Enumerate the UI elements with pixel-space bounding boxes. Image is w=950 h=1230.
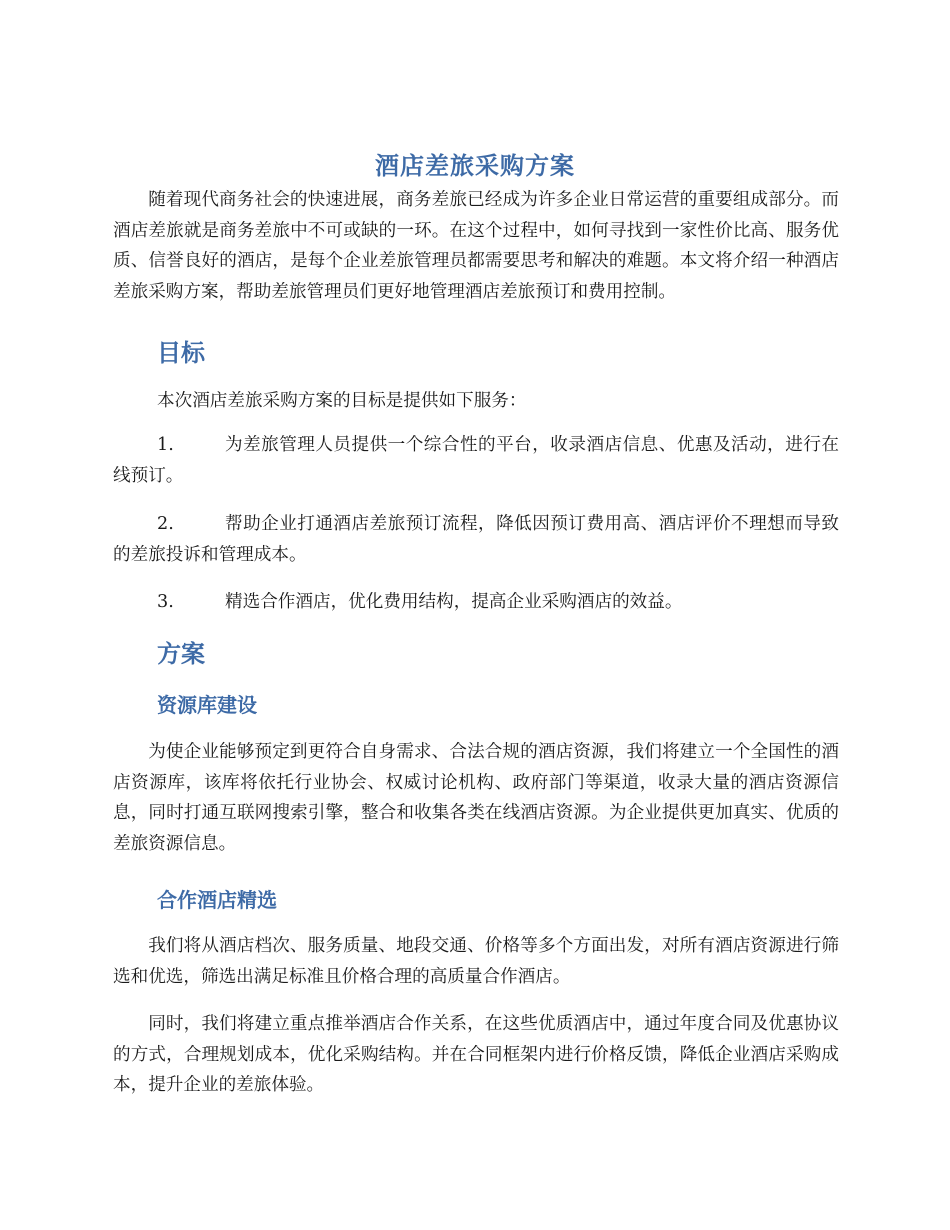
goal-item-number: 1. [157, 435, 174, 455]
heading-selection: 合作酒店精选 [157, 888, 277, 912]
document-title: 酒店差旅采购方案 [375, 152, 575, 180]
goal-item-2 [113, 509, 839, 570]
goal-item-text: 精选合作酒店，优化费用结构，提高企业采购酒店的效益。 [225, 592, 683, 612]
goal-item-3 [113, 587, 839, 618]
goal-item-number: 3. [157, 592, 174, 612]
heading-resource: 资源库建设 [157, 693, 257, 717]
goal-item-1 [113, 430, 839, 491]
goal-item-number: 2. [157, 514, 174, 534]
resource-paragraph: 为使企业能够预定到更符合自身需求、合法合规的酒店资源，我们将建立一个全国性的酒店资源库，该库将依托行业协会、权威讨论机构、政府部门等渠道，收录大量的酒店资源信息，同时打通互联网搜索引擎，整合和收集各类在线酒店资源。为企业提供更加真实、优质的差旅资源信息。 [113, 742, 839, 854]
intro-paragraph: 随着现代商务社会的快速进展，商务差旅已经成为许多企业日常运营的重要组成部分。而酒店差旅就是商务差旅中不可或缺的一环。在这个过程中，如何寻找到一家性价比高、服务优质、信誉良好的酒店，是每个企业差旅管理员都需要思考和解决的难题。本文将介绍一种酒店差旅采购方案，帮助差旅管理员们更好地管理酒店差旅预订和费用控制。 [113, 190, 839, 302]
selection-paragraph-2: 同时，我们将建立重点推举酒店合作关系，在这些优质酒店中，通过年度合同及优惠协议的方式，合理规划成本，优化采购结构。并在合同框架内进行价格反馈，降低企业酒店采购成本，提升企业的差旅体验。 [113, 1014, 839, 1095]
goal-item-text: 帮助企业打通酒店差旅预订流程，降低因预订费用高、酒店评价不理想而导致的差旅投诉和管理成本。 [113, 514, 839, 565]
goals-lead: 本次酒店差旅采购方案的目标是提供如下服务： [157, 391, 527, 411]
heading-plan: 方案 [157, 640, 205, 668]
selection-paragraph-1: 我们将从酒店档次、服务质量、地段交通、价格等多个方面出发，对所有酒店资源进行筛选和优选，筛选出满足标准且价格合理的高质量合作酒店。 [113, 936, 839, 987]
heading-goals: 目标 [157, 339, 205, 367]
goal-item-text: 为差旅管理人员提供一个综合性的平台，收录酒店信息、优惠及活动，进行在线预订。 [113, 435, 839, 486]
